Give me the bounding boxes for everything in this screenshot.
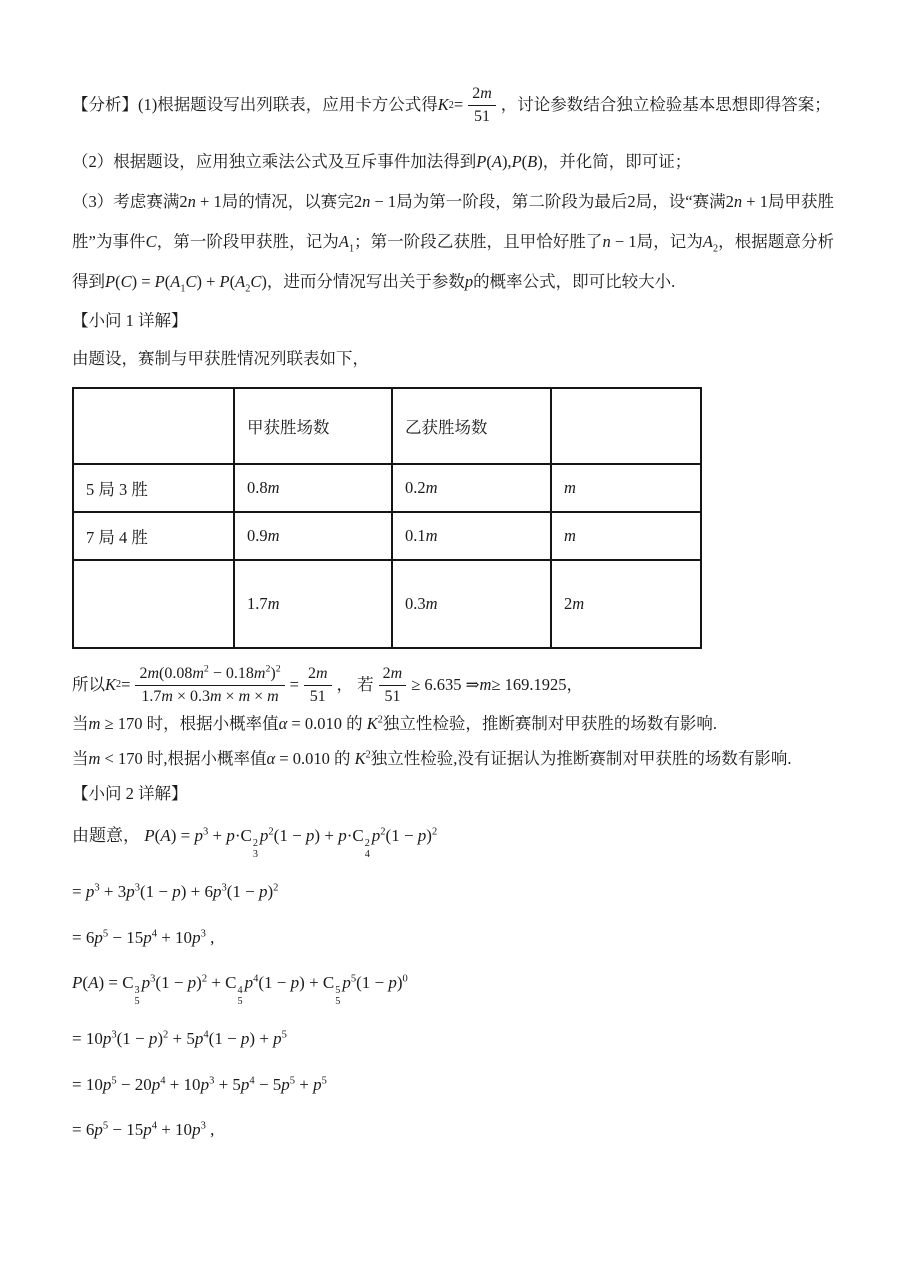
prob-a-expansion-line-3: = $6p^5 - 15p^4 + 10p^3$ , <box>72 927 215 947</box>
case-m-ge-170: 当m ≥ 170 时，根据小概率值α = 0.010 的 $K^2$独立性检验，推断赛制对甲获胜的场数有影响. <box>72 713 717 733</box>
table-cell-jia-wins-header: 甲获胜场数 <box>234 388 392 464</box>
table-cell-format-7: 7 局 4 胜 <box>73 512 234 560</box>
table-row-best-of-7 <box>73 512 701 560</box>
prob-a-binomial-line-3: = $10p^5 - 20p^4 + 10p^3 + 5p^4 - 5p^5 + p^5$ <box>72 1074 327 1094</box>
prob-a-binomial-line-2: = $10p^3(1 - p)^2 + 5p^4(1 - p) + p^5$ <box>72 1029 287 1049</box>
table-row-best-of-5 <box>73 464 701 512</box>
table-cell-yi-wins-header: 乙获胜场数 <box>392 388 551 464</box>
table-cell: 2m <box>551 560 701 648</box>
point-3-paragraph: （3）考虑赛满2n + 1局的情况，以赛完2n − 1局为第一阶段，第二阶段为最后2局，设“赛满2n + 1局甲获胜胜”为事件C，第一阶段甲获胜，记为$A_1$；第一阶段乙获胜，且甲恰好胜了n − 1局，记为$A_2$，根据题意分析得到$P(C) = P(A_1C) + P(A_2C)$，进而分情况写出关于参数p的概率公式，即可比较大小. <box>72 192 835 295</box>
table-cell: 1.7m <box>234 560 392 648</box>
prob-a-binomial-line-4: = $6p^5 - 15p^4 + 10p^3$ , <box>72 1120 215 1140</box>
table-cell-empty <box>73 560 234 648</box>
table-cell: 0.8m <box>234 464 392 512</box>
table-cell: m <box>551 464 701 512</box>
table-cell: m <box>551 512 701 560</box>
table-cell-empty <box>551 388 701 464</box>
contingency-table <box>72 387 702 649</box>
case-m-lt-170: 当m < 170 时,根据小概率值α = 0.010 的 $K^2$独立性检验,没有证据认为推断赛制对甲获胜的场数有影响. <box>72 748 792 768</box>
prob-a-binomial-line-1: P(A) = C 3 5 $p^3(1 - p)^2 + C$ 4 5 $p^4(1 - p) + C$ 5 5 $p^5(1 - p)^0$ <box>72 972 408 1007</box>
prob-a-expansion-line-2: = $p^3 + 3p^3(1 - p) + 6p^3(1 - p)^2$ <box>72 882 279 902</box>
table-cell: 0.2m <box>392 464 551 512</box>
table-cell: 0.9m <box>234 512 392 560</box>
prob-a-expansion-line-1: 由题意， $P(A) = p^3 + p\cdot C$ 2 3 $p^2(1 - p) + p\cdot C$ 2 4 $p^2(1 - p)^2$ <box>72 825 438 860</box>
subquestion-2-header: 【小问 2 详解】 <box>72 783 188 803</box>
table-cell: 0.1m <box>392 512 551 560</box>
table-cell-empty <box>73 388 234 464</box>
table-cell-format-5: 5 局 3 胜 <box>73 464 234 512</box>
point-2-paragraph: （2）根据题设，应用独立乘法公式及互斥事件加法得到P(A),P(B)，并化简，即可证； <box>72 152 692 171</box>
analysis-paragraph: 【分析】(1)根据题设写出列联表，应用卡方公式得 K 2 = $\frac{2m}{51}$ ，讨论参数结合独立检验基本思想即得答案； <box>72 85 831 125</box>
table-total-row <box>73 560 701 648</box>
table-cell: 0.3m <box>392 560 551 648</box>
contingency-table-intro: 由题设，赛制与甲获胜情况列联表如下， <box>72 348 369 368</box>
table-header-row <box>73 388 701 464</box>
subquestion-1-header: 【小问 1 详解】 <box>72 311 188 331</box>
k-squared-formula: 所以 K 2 = $\frac{2m(0.08m^2 - 0.18m^2)^2}{1.7m \times 0.3m \times m \times m}$ = $\frac{2m}{51}$ ， 若 $\frac{2m}{51}$ ≥ 6.635 ⇒ m ≥ 169.1925 ， <box>72 663 583 705</box>
